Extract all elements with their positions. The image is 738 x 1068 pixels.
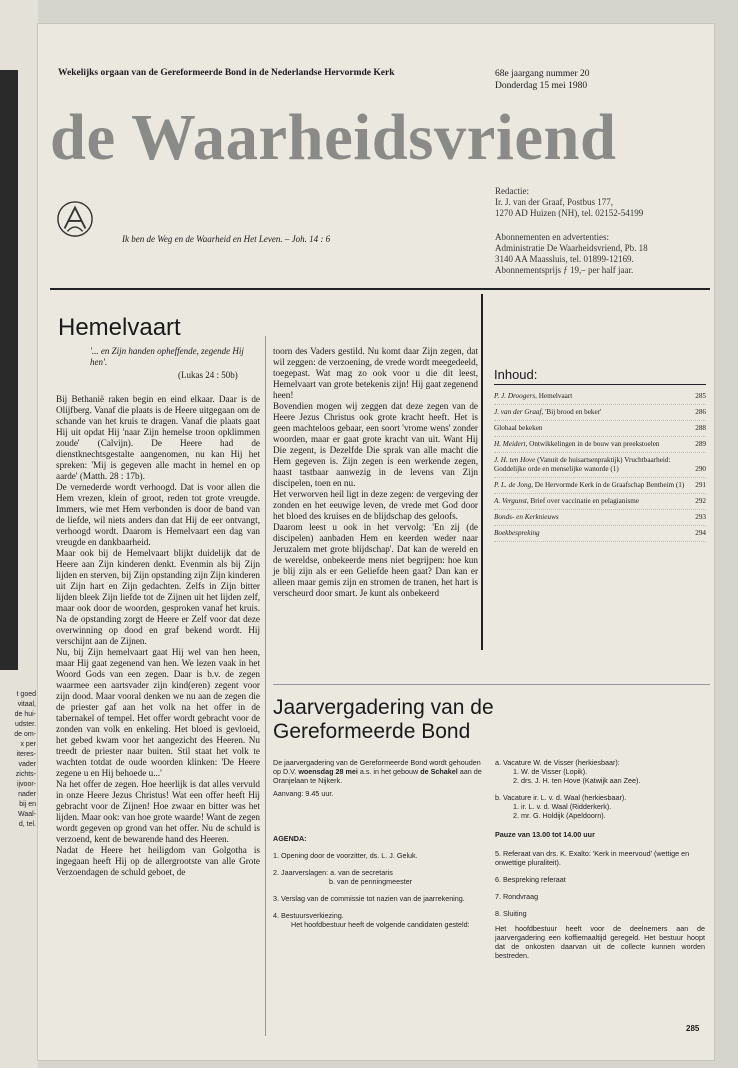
toc-title-text: 'Bij brood en beker' — [545, 408, 602, 416]
meeting-intro — [273, 758, 483, 785]
toc-title-text: Brief over vaccinatie en pelagianisme — [530, 497, 640, 505]
toc-entry-text — [494, 529, 686, 538]
scrap-line: iteres- — [16, 751, 36, 758]
scrap-line: vader — [18, 761, 36, 768]
scrap-line: x per — [20, 741, 36, 748]
toc-item — [494, 437, 706, 453]
agenda-item: 6. Bespreking referaat — [495, 875, 566, 884]
redactie-block — [495, 186, 643, 219]
toc-item — [494, 389, 706, 405]
article-column-2 — [273, 346, 478, 599]
redactie-line: 1270 AD Huizen (NH), tel. 02152-54199 — [495, 208, 644, 218]
abonnementen-block — [495, 232, 648, 276]
toc-entry-text — [494, 497, 686, 506]
issue-info — [495, 68, 590, 92]
toc-list — [494, 389, 706, 542]
agenda-item: 4. Bestuursverkiezing. — [273, 911, 344, 920]
agenda-item: 7. Rondvraag — [495, 892, 539, 901]
paragraph: Daarom leest u ook in het vervolg: 'En zij (de discipelen) aanbaden Hem en keerden weder naar Jeruzalem met grote blijdschap'. Dat kan de wereld en de wereldse, onbekeerde mens niet begrijpen: hoe kun je blij zijn als er een Geliefde heen gaat? Dan kan er alleen maar gemis zijn en stromen de tranen, het hart is verscheurd door smart. Je kunt als onbekeerd — [273, 522, 478, 598]
toc-author: H. Meidert, — [494, 440, 528, 448]
scrap-line: de hui- — [14, 711, 36, 718]
motto: Ik ben de Weg en de Waarheid en Het Leven. – Joh. 14 : 6 — [122, 234, 331, 244]
toc-page: 286 — [695, 408, 706, 416]
abon-line: Administratie De Waarheidsvriend, Pb. 18 — [495, 243, 648, 253]
abon-price: Abonnementsprijs ƒ 19,– per half jaar. — [495, 265, 634, 275]
toc-author: P. L. de Jong, — [494, 481, 533, 489]
masthead-title: de Waarheidsvriend — [50, 101, 617, 174]
meeting-title-line: Gereformeerde Bond — [273, 720, 471, 743]
vacancy: b. Vacature ir. L. v. d. Waal (herkiesbaar). — [495, 793, 627, 802]
toc-author: A. Vergunst, — [494, 497, 529, 505]
paragraph: Bovendien mogen wij zeggen dat deze zegen van de Heere Jezus Christus ook grote kracht heeft. Het is geen machteloos gebaar, een soort 'vrome wens' zonder woorden, maar er gaat grote kracht van uit. Want Hij Die zegent, is Dezelfde Die sprak van alle macht die Hem gegeven is. Zijn zegen is een werkende zegen, haast tastbaar aanwezig in de levens van Zijn discipelen, toen en nu. — [273, 401, 478, 488]
column-divider — [481, 294, 483, 650]
break-time: Pauze van 13.00 tot 14.00 uur — [495, 830, 595, 839]
meeting-right-column — [495, 758, 705, 964]
paragraph: Na het offer de zegen. Hoe heerlijk is dat alles vervuld in onze Heere Jezus Christus! Wat een offer heeft Hij gebracht voor de Zijnen! Hoe zwaar en bitter was het lijden. Maar ook: van hoe grote waarde! Want de zegen wordt gegeven op grond van het offer. Nu de schuld is verzoend, kent de bewarende hand des Heeren. — [56, 779, 260, 844]
scrap-line: ijvoor- — [16, 781, 36, 788]
meeting-start-time: Aanvang: 9.45 uur. — [273, 789, 334, 798]
paragraph: Nu, bij Zijn hemelvaart gaat Hij wel van hen heen, maar Hij gaat zegenend van hen. We lezen vaak in het Woord Gods van een zegen. Daar is b.v. de zegen waarmee een aartsvader zijn kind(eren) zegent voor zijn dood. Maar vooral denken we nu aan de zegen die de priester gaf aan het volk na het offer in de tabernakel of tempel. Het offer wordt gebracht voor de zonden van volk en enkeling. Het bloed is gevloeid, het gebed kwam voor het aangezicht des Heeren. Nu treedt de priester naar buiten. Stil staat het volk te wachten totdat de oude woorden klinken: 'De Heere zegene u en Hij behoede u...' — [56, 647, 260, 778]
issue-date: Donderdag 15 mei 1980 — [495, 81, 588, 91]
alpha-omega-logo-icon — [56, 200, 94, 238]
vacancy: a. Vacature W. de Visser (herkiesbaar): — [495, 758, 620, 767]
redactie-label: Redactie: — [495, 186, 529, 196]
toc-page: 292 — [695, 497, 706, 505]
scrap-line: vitaal, — [17, 701, 36, 708]
paragraph: Nadat de Heere het heiligdom van Golgotha is ingegaan heeft Hij op de allergrootste van alle Grote Verzoendagen de schuld geboet, de — [56, 845, 260, 877]
toc-item — [494, 453, 706, 478]
meeting-date: woensdag 28 mei — [298, 767, 358, 776]
scrap-line: nader — [18, 791, 36, 798]
abon-label: Abonnementen en advertenties: — [495, 232, 609, 242]
agenda-item: 8. Sluiting — [495, 909, 527, 918]
agenda-label: AGENDA: — [273, 834, 307, 843]
toc-entry-text — [494, 392, 686, 401]
agenda-item: 5. Referaat van drs. K. Exalto: 'Kerk in meervoud' (wettige en onwettige pluraliteit). — [495, 849, 690, 867]
toc-title-text: Hemelvaart — [538, 392, 573, 400]
candidate: 1. W. de Visser (Lopik). — [513, 767, 588, 776]
closing-note: Het hoofdbestuur heeft voor de deelnemers aan de jaarvergadering een koffiemaaltijd geregeld. Het bestuur hoopt dat de onkosten daarvan uit de collecte kunnen worden bestreden. — [495, 924, 705, 960]
toc-page: 294 — [695, 529, 706, 537]
scrap-line: d, tel. — [18, 821, 36, 828]
column-rule — [265, 336, 266, 1036]
scrap-line: bij en — [19, 801, 36, 808]
adjacent-page-text — [0, 690, 36, 830]
section-divider — [273, 684, 710, 685]
toc-page: 285 — [695, 392, 706, 400]
scrap-line: t goed — [16, 691, 36, 698]
meeting-left-column — [273, 758, 483, 933]
paragraph: Maar ook bij de Hemelvaart blijkt duidelijk dat de Heere aan Zijn kinderen denkt. Evenmin als bij Zijn lijden en sterven, bij Zijn opstanding zijn Zijn kinderen uit Zijn hart en Zijn gedachten. Zelfs in Zijn bitter lijden bleek Zijn liefde tot de Zijnen uit het lijden zelf, maar ook door de woorden, gesproken vanaf het kruis. Na de opstanding zorgt de Heere er Zelf voor dat deze overwinning op dood en graf bekend wordt. Hij verschijnt aan de Zijnen. — [56, 548, 260, 646]
paragraph: Het verworven heil ligt in deze zegen: de vergeving der zonden en het eeuwige leven, de vrede met God door het bloed des kruises en de blijdschap des geloofs. — [273, 489, 478, 521]
article-quote: '... en Zijn handen opheffende, zegende Hij hen'. — [90, 346, 244, 367]
agenda-item: Het hoofdbestuur heeft de volgende candidaten gesteld: — [291, 920, 470, 929]
article-title: Hemelvaart — [58, 314, 181, 341]
toc-page: 293 — [695, 513, 706, 521]
toc-author: P. J. Droogers, — [494, 392, 537, 400]
paragraph: toorn des Vaders gestild. Nu komt daar Zijn zegen, dat wil zeggen: de verzoening, de vrede wordt meegedeeld, toegepast. Wat mag zo ook voor u die dit leest, Hemelvaart van grote betekenis zijn! Hij gaat zegenend heen! — [273, 346, 478, 400]
toc-item — [494, 510, 706, 526]
intro-text: a.s. in het gebouw — [359, 767, 419, 776]
toc-title: Inhoud: — [494, 367, 706, 385]
meeting-title-line: Jaarvergadering van de — [273, 696, 494, 719]
agenda-item: 1. Opening door de voorzitter, ds. L. J. Geluk. — [273, 851, 418, 860]
scrap-line: Waal- — [17, 811, 36, 818]
paragraph: De vernederde wordt verhoogd. Dat is voor allen die Hem vrezen, klein of groot, reden tot grote vreugde. Immers, wie met Hem verbonden is door de band van de liefde, wil niets anders dan dat Hij de eer ontvangt, verhoogd wordt. Daarom is Hemelvaart een dag van vreugde en dankbaarheid. — [56, 482, 260, 547]
org-line: Wekelijks orgaan van de Gereformeerde Bond in de Nederlandse Hervormde Kerk — [58, 68, 395, 78]
toc-author: J. van der Graaf, — [494, 408, 544, 416]
toc-entry-text — [494, 456, 686, 474]
agenda-item: b. van de penningmeester — [329, 877, 413, 886]
meeting-title — [273, 696, 494, 744]
scrap-line: udster. — [14, 721, 36, 728]
toc-item — [494, 526, 706, 542]
candidate: 2. drs. J. H. ten Hove (Katwijk aan Zee). — [513, 776, 641, 785]
candidate: 2. mr. G. Holdijk (Apeldoorn). — [513, 811, 606, 820]
intro-text: aan de Oranjelaan te Nijkerk. — [273, 767, 482, 785]
toc-entry-text — [494, 481, 686, 490]
toc-author: J. H. ten Hove — [494, 456, 536, 464]
agenda-item: 3. Verslag van de commissie tot nazien van de jaarrekening. — [273, 894, 465, 903]
adjacent-page-edge — [0, 0, 38, 1068]
scrap-line: de om- — [14, 731, 36, 738]
toc-item — [494, 405, 706, 421]
toc-entry-text — [494, 513, 686, 522]
meeting-place: de Schakel — [420, 767, 458, 776]
agenda-item: 2. Jaarverslagen: a. van de secretaris — [273, 868, 393, 877]
toc-entry-text — [494, 408, 686, 417]
toc-title-text: Globaal bekeken — [494, 424, 543, 432]
page-number: 285 — [686, 1024, 700, 1033]
toc-author: Bonds- en Kerknieuws — [494, 513, 559, 521]
toc-entry-text — [494, 440, 686, 449]
scrap-line: zichts- — [15, 771, 36, 778]
candidate: 1. ir. L. v. d. Waal (Ridderkerk). — [513, 802, 612, 811]
toc-title-text: Ontwikkelingen in de bouw van preekstoelen — [529, 440, 660, 448]
binding-shadow — [0, 70, 18, 670]
abon-line: 3140 AA Maassluis, tel. 01899-12169. — [495, 254, 634, 264]
toc-entry-text — [494, 424, 686, 433]
toc-page: 288 — [695, 424, 706, 432]
toc-author: Boekbespreking — [494, 529, 540, 537]
quote-reference: (Lukas 24 : 50b) — [178, 370, 238, 380]
toc-page: 291 — [695, 481, 706, 489]
newspaper-page — [38, 24, 714, 1060]
paragraph: Bij Bethanië raken begin en eind elkaar. Daar is de Olijfberg. Vanaf die plaats is de Heere uitgegaan om de schande van het kruis te dragen. Vanaf die plaats gaat Hij uit opdat Hij 'naar Zijn hemelse troon opklimmen zoude' (Calvijn). De Heere had de dienstknechtsgestalte aangenomen, nu kan Hij het spreken: 'Mij is gegeven alle macht in hemel en op aarde' (Matth. 28 : 17b). — [56, 394, 260, 481]
toc-title-text: De Hervormde Kerk in de Graafschap Bentheim (1) — [534, 481, 685, 489]
issue-number: 68e jaargang nummer 20 — [495, 69, 590, 79]
toc-title-text: (Vanuit de huisartsenpraktijk) Vruchtbaarheid: Goddelijke orde en menselijke wanorde (1) — [494, 456, 671, 473]
redactie-line: Ir. J. van der Graaf, Postbus 177, — [495, 197, 613, 207]
table-of-contents — [494, 367, 706, 542]
toc-item — [494, 494, 706, 510]
toc-item — [494, 478, 706, 494]
toc-page: 290 — [695, 465, 706, 473]
header-divider — [50, 288, 710, 290]
toc-item — [494, 421, 706, 437]
toc-page: 289 — [695, 440, 706, 448]
intro-text: De jaarvergadering van de Gereformeerde Bond wordt gehouden op D.V. — [273, 758, 481, 776]
article-column-1 — [56, 394, 260, 878]
